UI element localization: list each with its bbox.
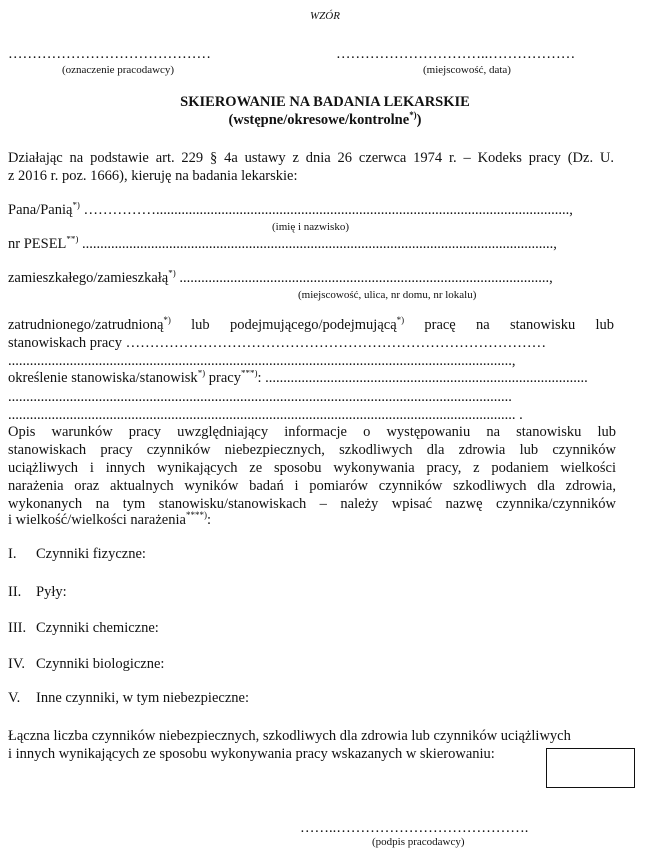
employment-lub-1: lub [191,317,210,333]
pesel-footnote: **) [66,236,79,245]
factor-item [8,620,159,637]
name-dots[interactable]: …………….................................................................................................................., [79,202,573,218]
employer-field-dots[interactable]: …………………………………… [8,46,211,62]
factor-number: IV. [8,656,26,672]
position-footnote-1: *) [197,370,206,379]
factor-label: Inne czynniki, w tym niebezpieczne: [36,690,249,706]
factor-item [8,584,67,601]
name-field[interactable] [8,202,622,219]
subtitle-text: (wstępne/okresowe/kontrolne [228,112,410,128]
address-label: zamieszkałego/zamieszkałą [8,270,169,286]
employment-line-3[interactable]: ..........................................................................................................................................., [8,353,516,369]
position-footnote-2: ***) [241,370,258,379]
place-date-field-dots[interactable]: …………………………..……………… [336,46,576,62]
subtitle-close: ) [416,112,422,128]
employment-line-1 [8,317,614,334]
address-field[interactable] [8,270,614,287]
opis-line-5: wykonanych na tym stanowisku/stanowiskach – należy wpisać nazwę czynnika/czynników [8,496,616,512]
address-dots[interactable]: ......................................................................................................, [175,270,553,286]
total-line-1: Łączna liczba czynników niebezpiecznych, szkodliwych dla zdrowia lub czynników uciążliwych [8,728,571,744]
signature-dots[interactable]: ……..…………………………………. [300,820,529,836]
wzor-label: WZÓR [310,10,340,22]
total-count-box[interactable] [546,748,635,788]
factor-item [8,656,164,673]
factor-number: I. [8,546,17,562]
employment-prace: pracę [424,317,456,333]
opis-line-2: stanowiskach pracy czynników niebezpiecznych, szkodliwych dla zdrowia lub czynników [8,442,616,458]
factor-number: V. [8,690,21,706]
employer-field-label: (oznaczenie pracodawcy) [62,64,175,76]
position-label-2: pracy [205,370,241,386]
pesel-dots[interactable]: .................................................................................................................................., [78,236,557,252]
employment-lub-2: lub [595,317,614,333]
factor-label: Czynniki biologiczne: [36,656,165,672]
name-caption: (imię i nazwisko) [272,221,349,233]
employment-line-6[interactable]: ............................................................................................................................................ . [8,407,523,423]
opis-footnote: ****) [185,510,207,521]
opis-line-6: i wielkość/wielkości narażenia****): [8,510,211,528]
factor-item [8,690,249,707]
position-label: określenie stanowiska/stanowisk [8,370,198,386]
factor-label: Czynniki fizyczne: [36,546,146,562]
name-label: Pana/Panią [8,202,73,218]
name-footnote: *) [72,202,80,211]
opis-line-3: uciążliwych i innych wynikających ze sposobu wykonywania pracy, z podaniem wielkości [8,460,616,476]
address-footnote: *) [168,270,176,279]
place-date-field-label: (miejscowość, data) [423,64,511,76]
document-subtitle [0,112,650,129]
total-line-2: i innych wynikających ze sposobu wykonywania pracy wskazanych w skierowaniu: [8,746,495,762]
intro-line-2: z 2016 r. poz. 1666), kieruję na badania lekarskie: [8,168,298,184]
employment-line-5[interactable]: ........................................................................................................................................... [8,389,512,405]
intro-line-1: Działając na podstawie art. 229 § 4a ustawy z dnia 26 czerwca 1974 r. – Kodeks pracy (Dz. U. [8,150,614,166]
factor-label: Czynniki chemiczne: [36,620,159,636]
employment-zatrudnionego: zatrudnionego/zatrudnioną*) [8,315,171,333]
employment-line-2[interactable]: stanowiskach pracy …………………………………………………………………………… [8,335,547,351]
pesel-field[interactable] [8,236,618,253]
employment-podejmujacego: podejmującego/podejmującą*) [229,315,405,333]
employment-stanowisku: stanowisku [509,317,576,333]
factor-label: Pyły: [36,584,67,600]
subtitle-footnote: *) [409,110,417,121]
pesel-label: nr PESEL [8,236,67,252]
factor-number: III. [8,620,27,636]
opis-line-1: Opis warunków pracy uwzględniający informacje o występowaniu na stanowisku lub [8,424,616,440]
document-title: SKIEROWANIE NA BADANIA LEKARSKIE [180,94,470,110]
position-field[interactable] [8,370,616,387]
factor-number: II. [8,584,22,600]
factor-item [8,546,146,563]
signature-label: (podpis pracodawcy) [372,836,465,848]
employment-na: na [476,317,490,333]
opis-line-4: narażenia oraz aktualnych wyników badań i pomiarów czynników szkodliwych dla zdrowia, [8,478,616,494]
position-dots[interactable]: : ......................................................................................... [257,370,588,386]
address-caption: (miejscowość, ulica, nr domu, nr lokalu) [298,289,477,301]
